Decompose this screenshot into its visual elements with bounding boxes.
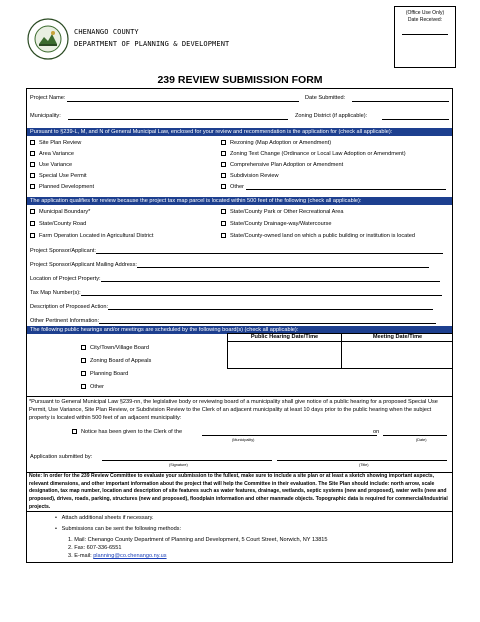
- planned-development-checkbox[interactable]: [30, 184, 35, 189]
- submission-methods: [26, 512, 453, 563]
- comprehensive-plan-checkbox[interactable]: [221, 162, 226, 167]
- notice-given-checkbox[interactable]: [72, 429, 77, 434]
- municipality-caption: (Municipality): [232, 438, 255, 442]
- date-received-label: Date Received:: [407, 17, 443, 23]
- date-submitted-field[interactable]: [352, 95, 449, 102]
- option-label: Municipal Boundary*: [39, 209, 91, 215]
- option-label: Other: [230, 184, 244, 190]
- application-type-header: Pursuant to §239-L, M, and N of General Municipal Law, enclosed for your review and recommendation is the application for (check all applicable):: [27, 128, 452, 136]
- option-label: Subdivision Review: [230, 173, 279, 179]
- zoning-text-change-checkbox[interactable]: [221, 151, 226, 156]
- option-label: Zoning Text Change (Ordinance or Local Law Adoption or Amendment): [230, 151, 406, 157]
- other-application-checkbox[interactable]: [221, 184, 226, 189]
- zoning-district-label: Zoning District (if applicable):: [295, 113, 368, 119]
- form-title: 239 REVIEW SUBMISSION FORM: [157, 74, 323, 86]
- municipal-boundary-checkbox[interactable]: [30, 209, 35, 214]
- zoning-appeals-checkbox[interactable]: [81, 358, 86, 363]
- planning-board-checkbox[interactable]: [81, 371, 86, 376]
- zoning-district-field[interactable]: [382, 113, 449, 120]
- site-plan-note: Note: In order for the 239 Review Committee to evaluate your submission to the fullest, make sure to include a site plan or at least a sketch showing important aspects, relevant dimensions, and other important information about the project that will help the Committee in their evaluation. The Site Plan should include: north arrow, scale designation, tax map number, location and description of site features such as water features, drainage, wetlands, septic systems (new and proposed), water wells (new and proposed), drives, roads, parking, structures (new and proposed), floodplain information and other manmade objects. Topographic data is required for commercial/industrial projects.: [29, 473, 448, 510]
- board-label: Other: [90, 384, 104, 390]
- bullet-text: Attach additional sheets if necessary.: [61, 515, 154, 521]
- mailing-address-field[interactable]: [137, 262, 429, 268]
- site-plan-review-checkbox[interactable]: [30, 140, 35, 145]
- date-received-field[interactable]: [402, 34, 448, 35]
- office-use-label: (Office Use Only): [405, 10, 445, 16]
- tax-map-label: Tax Map Number(s):: [30, 290, 81, 296]
- state-county-land-checkbox[interactable]: [221, 233, 226, 238]
- office-use-box: [394, 6, 456, 68]
- subdivision-review-checkbox[interactable]: [221, 173, 226, 178]
- state-county-road-checkbox[interactable]: [30, 221, 35, 226]
- notice-check-label: Notice has been given to the Clerk of the: [81, 429, 183, 435]
- drainage-way-checkbox[interactable]: [221, 221, 226, 226]
- municipality-label: Municipality:: [30, 113, 61, 119]
- title-caption: (Title): [359, 463, 369, 467]
- email-prefix: 3. E-mail:: [68, 553, 94, 559]
- board-label: Planning Board: [90, 371, 129, 377]
- farm-operation-checkbox[interactable]: [30, 233, 35, 238]
- form-body: [26, 88, 453, 512]
- date-submitted-label: Date Submitted:: [305, 95, 346, 101]
- board-label: City/Town/Village Board: [90, 345, 149, 351]
- municipality-field[interactable]: [68, 113, 288, 120]
- hearings-header: The following public hearings and/or meetings are scheduled by the following board(s) (check all applicable):: [27, 326, 452, 334]
- email-method: [68, 553, 167, 559]
- project-name-field[interactable]: [67, 95, 299, 102]
- option-label: State/County Road: [39, 221, 87, 227]
- county-seal-logo: [27, 18, 69, 60]
- option-label: Special Use Permit: [39, 173, 87, 179]
- adjacent-municipality-field[interactable]: [202, 429, 380, 436]
- notice-date-field[interactable]: [383, 429, 447, 436]
- hearing-schedule-table: [227, 333, 453, 369]
- option-label: State/County-owned land on which a public building or institution is located: [230, 233, 416, 239]
- rezoning-checkbox[interactable]: [221, 140, 226, 145]
- email-link[interactable]: planning@co.chenango.ny.us: [93, 553, 167, 559]
- option-label: State/County Drainage-way/Watercourse: [230, 221, 332, 227]
- mail-method: 1. Mail: Chenango County Department of Planning and Development, 5 Court Street, Norwich, NY 13815: [68, 537, 328, 543]
- date-caption: (Date): [416, 438, 427, 442]
- org-line-1: CHENANGO COUNTY: [74, 28, 139, 36]
- city-board-checkbox[interactable]: [81, 345, 86, 350]
- organization-name: [74, 26, 229, 50]
- bullet-methods: • Submissions can be sent the following methods:: [55, 526, 182, 532]
- option-label: Comprehensive Plan Adoption or Amendment: [230, 162, 344, 168]
- other-info-field[interactable]: [99, 318, 436, 324]
- option-label: Area Variance: [39, 151, 75, 157]
- option-label: Farm Operation Located in Agricultural District: [39, 233, 154, 239]
- tax-map-field[interactable]: [81, 290, 442, 296]
- meeting-column-header: Meeting Date/Time: [372, 334, 423, 340]
- use-variance-checkbox[interactable]: [30, 162, 35, 167]
- bullet-attach-sheets: • Attach additional sheets if necessary.: [55, 515, 154, 521]
- other-board-checkbox[interactable]: [81, 384, 86, 389]
- org-line-2: DEPARTMENT OF PLANNING & DEVELOPMENT: [74, 40, 230, 48]
- area-variance-checkbox[interactable]: [30, 151, 35, 156]
- proximity-header: The application qualifies for review because the project tax map parcel is located within 500 feet of the following (check all applicable):: [27, 197, 452, 205]
- option-label: Use Variance: [39, 162, 73, 168]
- proposed-action-field[interactable]: [108, 304, 433, 310]
- mailing-address-label: Project Sponsor/Applicant Mailing Address:: [30, 262, 137, 268]
- property-location-label: Location of Project Property:: [30, 276, 101, 282]
- option-label: Planned Development: [39, 184, 95, 190]
- other-info-label: Other Pertinent Information:: [30, 318, 100, 324]
- state-county-park-checkbox[interactable]: [221, 209, 226, 214]
- option-label: Rezoning (Map Adoption or Amendment): [230, 140, 332, 146]
- proposed-action-label: Description of Proposed Action:: [30, 304, 109, 310]
- option-label: State/County Park or Other Recreational Area: [230, 209, 344, 215]
- bullet-text: Submissions can be sent the following methods:: [61, 526, 182, 532]
- option-label: Site Plan Review: [39, 140, 82, 146]
- sponsor-field[interactable]: [96, 248, 443, 254]
- hearing-column-header: Public Hearing Date/Time: [250, 334, 319, 340]
- notice-paragraph: *Pursuant to General Municipal Law §239-nn, the legislative body or reviewing board of a municipality shall give notice of a public hearing for a proposed Special Use Permit, Use Variance, Site Plan Review, or Subdivision Review to the Clerk of an adjacent municipality at least 10 days prior to the public hearing when the subject property is located within 500 feet of an adjacent municipality:: [29, 399, 438, 421]
- special-use-permit-checkbox[interactable]: [30, 173, 35, 178]
- signature-caption: (Signature): [169, 463, 188, 467]
- submitted-by-label: Application submitted by:: [30, 454, 93, 460]
- notice-on-label: on: [373, 429, 380, 435]
- property-location-field[interactable]: [101, 276, 440, 282]
- fax-method: 2. Fax: 607-336-6551: [68, 545, 122, 551]
- sponsor-label: Project Sponsor/Applicant:: [30, 248, 96, 254]
- signature-field[interactable]: [102, 454, 272, 461]
- applicant-title-field[interactable]: [277, 454, 447, 461]
- board-label: Zoning Board of Appeals: [90, 358, 152, 364]
- other-application-field[interactable]: [246, 184, 446, 190]
- project-name-label: Project Name:: [30, 95, 66, 101]
